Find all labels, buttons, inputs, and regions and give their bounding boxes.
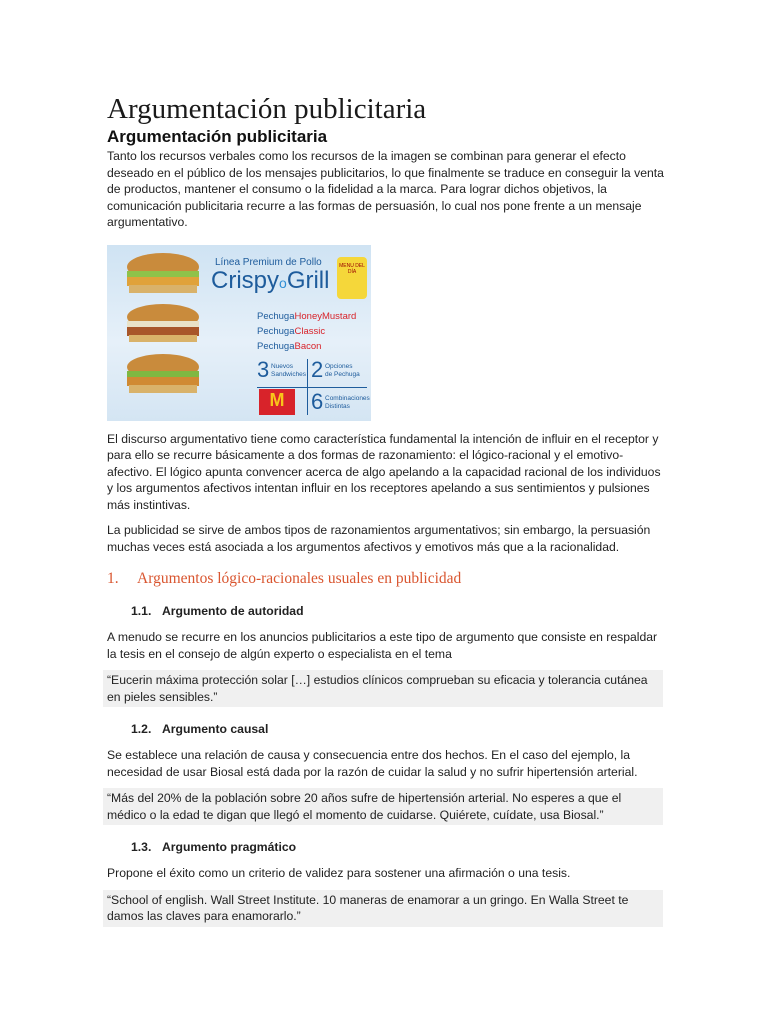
quote-block: “School of english. Wall Street Institute. 10 maneras de enamorar a un gringo. En Walla Street te damos las claves para enamorarlo.” bbox=[103, 890, 663, 927]
subsection-heading bbox=[131, 839, 667, 855]
subsection-text: Propone el éxito como un criterio de validez para sostener una afirmación o una tesis. bbox=[107, 866, 571, 880]
subsection-title: Argumento pragmático bbox=[162, 840, 297, 854]
brand-part-2: o bbox=[279, 274, 287, 291]
product-name: Classic bbox=[294, 325, 326, 337]
subsection-number: 1.2. bbox=[131, 722, 152, 736]
ad-brand-name bbox=[211, 267, 329, 295]
ad-stat-label bbox=[325, 363, 360, 379]
stat-label-line: Sandwiches bbox=[271, 370, 307, 378]
ad-stat-label bbox=[271, 363, 306, 379]
brand-part-1: Crispy bbox=[211, 266, 280, 294]
burger-stack-illustration bbox=[115, 245, 211, 421]
page-title: Argumentación publicitaria bbox=[107, 93, 427, 125]
brand-part-3: Grill bbox=[286, 266, 330, 294]
product-name: HoneyMustard bbox=[294, 310, 357, 322]
quote-block: “Eucerin máxima protección solar […] estudios clínicos comprueban su eficacia y tolerancia cutánea en pieles sensibles.” bbox=[103, 670, 663, 707]
stat-label-line: Nuevos bbox=[271, 362, 294, 370]
ad-product-1 bbox=[257, 311, 356, 322]
stat-label-line: Opciones bbox=[325, 362, 353, 370]
subsection-number: 1.3. bbox=[131, 840, 152, 854]
publicidad-paragraph: La publicidad se sirve de ambos tipos de razonamientos argumentativos; sin embargo, la persuasión muchas veces está asociada a los argumentos afectivos y emotivos más que a la racionalidad. bbox=[107, 523, 651, 554]
discurso-paragraph: El discurso argumentativo tiene como característica fundamental la intención de influir en el receptor y para ello se recurre básicamente a dos formas de razonamiento: el lógico-racional y el emotivo-afectivo. El lógico apunta convencer acerca de algo apelando a la capacidad racional de los individuos y los argumentos afectivos intentan influir en los receptores apelando a sus sentimientos y pulsiones más instintivas. bbox=[107, 431, 661, 512]
section-number: 1. bbox=[107, 570, 119, 587]
ad-stat-number: 2 bbox=[311, 356, 324, 382]
ad-stat-label bbox=[325, 395, 370, 411]
subsection-title: Argumento de autoridad bbox=[162, 604, 304, 618]
ad-tagline: Línea Premium de Pollo bbox=[215, 256, 322, 268]
product-prefix: Pechuga bbox=[257, 325, 295, 337]
quote-block: “Más del 20% de la población sobre 20 años sufre de hipertensión arterial. No esperes a que el médico o la edad te digan que llegó el momento de cuidarse. Quiérete, cuídate, usa Biosal.” bbox=[103, 788, 663, 825]
stat-label-line: Distintas bbox=[325, 402, 350, 410]
ad-stat-number: 6 bbox=[311, 388, 324, 414]
advertisement-image bbox=[107, 245, 371, 421]
subsection-heading bbox=[131, 721, 667, 737]
ad-stat-number: 3 bbox=[257, 356, 270, 382]
stat-label-line: de Pechuga bbox=[325, 370, 360, 378]
mcdonalds-logo-icon: M bbox=[259, 389, 295, 415]
intro-paragraph: Tanto los recursos verbales como los recursos de la imagen se combinan para generar el efecto deseado en el público de los mensajes publicitarios, lo que finalmente se traduce en conseguir la venta de productos, mantener el consumo o la fidelidad a la marca. Para lograr dichos objetivos, la comunicación publicitaria recurre a las formas de persuasión, lo cual nos pone frente a un mensaje argumentativo. bbox=[107, 149, 664, 229]
ad-divider bbox=[257, 387, 367, 388]
section-title: Argumentos lógico-racionales usuales en publicidad bbox=[137, 570, 462, 587]
ad-product-3 bbox=[257, 341, 321, 352]
stat-label-line: Combinaciones bbox=[325, 394, 370, 402]
document-page bbox=[107, 92, 667, 927]
subsection-number: 1.1. bbox=[131, 604, 152, 618]
section-heading: Argumentación publicitaria bbox=[107, 127, 328, 146]
product-name: Bacon bbox=[294, 340, 322, 352]
subsection-text: Se establece una relación de causa y consecuencia entre dos hechos. En el caso del ejemplo, la necesidad de usar Biosal está dada por la razón de cuidar la salud y no sufrir hipertensión arterial. bbox=[107, 748, 638, 779]
product-prefix: Pechuga bbox=[257, 310, 295, 322]
subsection-title: Argumento causal bbox=[162, 722, 269, 736]
subsection-text: A menudo se recurre en los anuncios publicitarios a este tipo de argumento que consiste en respaldar la tesis en el consejo de algún experto o especialista en el tema bbox=[107, 630, 658, 661]
ad-badge: MENU DEL DÍA bbox=[337, 257, 367, 299]
product-prefix: Pechuga bbox=[257, 340, 295, 352]
ad-product-2 bbox=[257, 326, 325, 337]
subsection-heading bbox=[131, 603, 667, 619]
section-1-heading bbox=[107, 569, 667, 589]
